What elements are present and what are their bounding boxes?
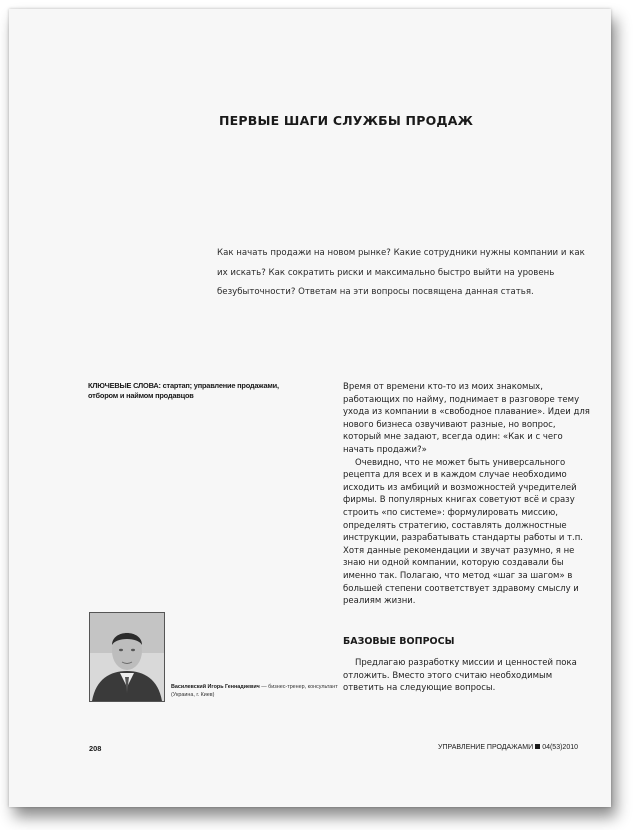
magazine-page: [9, 9, 611, 807]
body-paragraph-1: Время от времени кто-то из моих знакомых, работающих по найму, поднимает в разговоре тему ухода из компании в «свободное плавание». Идеи для нового бизнеса озвучивают разные, но вопрос, который мне задают, всегда один: «Как и с чего начать продажи?»: [343, 382, 590, 455]
keywords-block: [88, 381, 303, 401]
magazine-folio: [438, 744, 578, 751]
section-heading: БАЗОВЫЕ ВОПРОСЫ: [343, 636, 455, 647]
article-body: [343, 381, 595, 608]
body-paragraph-2: Очевидно, что не может быть универсального рецепта для всех и в каждом случае необходимо исходить из амбиций и возможностей учредителей фирмы. В популярных книгах советуют всё и сразу строить «по системе»: формулировать миссию, определять стратегию, составлять должностные инструкции, разрабатывать стандарты работы и т.п. Хотя данные рекомендации и звучат разумно, я не знаю ни одной компании, которую создавали бы именно так. Полагаю, что метод «шаг за шагом» в большей степени соответствует здравому смыслу и реалиям жизни.: [343, 457, 584, 607]
article-title: ПЕРВЫЕ ШАГИ СЛУЖБЫ ПРОДАЖ: [219, 113, 474, 128]
keywords-label: КЛЮЧЕВЫЕ СЛОВА:: [88, 381, 161, 390]
issue-number: 04(53)2010: [542, 744, 578, 751]
keywords-value: стартап; управление продажами, отбором и наймом продавцов: [88, 381, 279, 400]
magazine-name: УПРАВЛЕНИЕ ПРОДАЖАМИ: [438, 744, 534, 751]
square-separator-icon: [535, 744, 540, 749]
author-name: Василевский Игорь Геннадиевич: [171, 684, 260, 690]
author-photo: [89, 612, 165, 702]
article-lead: Как начать продажи на новом рынке? Какие сотрудники нужны компании и как их искать? Как сократить риски и максимально быстро выйти на уровень безубыточности? Ответам на эти вопросы посвящена данная статья.: [217, 248, 585, 297]
author-role: — бизнес-тренер, консультант (Украина, г. Киев): [171, 684, 338, 698]
author-caption: [171, 683, 341, 699]
author-portrait-icon: [90, 613, 164, 701]
section-paragraph-1: Предлагаю разработку миссии и ценностей пока отложить. Вместо этого считаю необходимым ответить на следующие вопросы.: [343, 658, 577, 694]
page-number: 208: [89, 744, 102, 753]
